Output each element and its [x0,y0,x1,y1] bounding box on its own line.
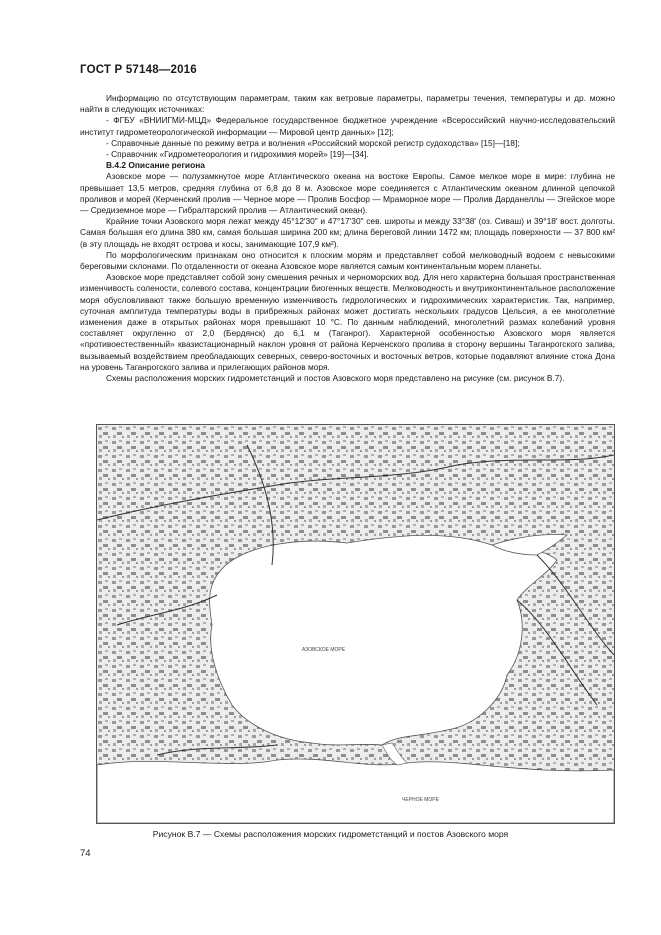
paragraph: Крайние точки Азовского моря лежат между 45°12'30" и 47°17'30" сев. широты и между 33°38′ (оз. Сиваш) и 39°18′ вост. долготы. Самая большая его длина 380 км, самая большая ширина 200 км; длина береговой линии 1472 км; площадь поверхности — 37 800 км² (в эту площадь не входят острова и косы, занимающие 107,9 км²). [80,216,615,249]
paragraph: Информацию по отсутствующим параметрам, таким как ветровые параметры, параметры течения, температуры и др. можно найти в следующих источниках: [80,93,615,115]
paragraph: Схемы расположения морских гидрометстанций и постов Азовского моря представлено на рисунке (см. рисунок В.7). [106,373,565,384]
list-item: - Справочные данные по режиму ветра и волнения «Российский морской регистр судоходства» [15]—[18]; [106,137,520,148]
list-item: - ФГБУ «ВНИИГМИ-МЦД» Федеральное государственное бюджетное учреждение «Всероссийский научно-исследовательский институт гидрометеорологической информации — Мировой центр данных» [12]; [80,115,615,137]
document-header: ГОСТ Р 57148—2016 [80,64,197,76]
figure-caption: Рисунок В.7 — Схемы расположения морских гидрометстанций и постов Азовского моря [152,829,509,839]
azov-sea-map [96,424,615,824]
paragraph: Азовское море — полузамкнутое море Атлантического океана на востоке Европы. Самое мелкое море в мире: глубина не превышает 13,5 метров, средняя глубина от 6,8 до 8 м. Азовское море соединяется с Атлантическим океаном длинной цепочкой проливов и морей (Керченский пролив — Черное море — Пролив Босфор — Мраморное море — Пролив Дарданеллы — Эгейское море — Средиземное море — Гибралтарский пролив — Атлантический океан). [80,171,615,216]
black-sea-label: ЧЕРНОЕ МОРЕ [402,797,439,803]
page-number: 74 [80,848,91,859]
paragraph: По морфологическим признакам оно относится к плоским морям и представляет собой мелководный водоем с невысокими береговыми склонами. По отдаленности от океана Азовское море является самым континентальным морем планеты. [80,249,615,272]
body-text [80,93,615,384]
paragraph: Азовское море представляет собой зону смешения речных и черноморских вод. Для него характерна большая пространственная изменчивость солености, солевого состава, концентрации биогенных веществ. Мелководность и внутриконтинентальное расположение моря обусловливают также большую временную изменчивость гидрологических и гидрохимических характеристик. Так, например, суточная амплитуда температуры воды в прибрежных районах может достигать нескольких градусов Цельсия, а ее многолетние изменения даже в открытых районах моря превышают 10 °С. По данным наблюдений, многолетний размах колебаний уровня составляет округленно от 2,0 (Бердянск) до 6,1 м (Таганрог). Характерной особенностью Азовского моря является «противоестественный» квазистационарный наклон уровня от района Керченского пролива в сторону вершины Таганрогского залива, вызываемый воздействием преобладающих северных, северо-восточных и восточных ветров, которые подавляют влияние стока Дона на уровень Таганрогского залива и прилегающих районов моря. [80,272,615,372]
list-item: - Справочник «Гидрометеорология и гидрохимия морей» [19]—[34]. [106,149,369,160]
azov-sea-label: АЗОВСКОЕ МОРЕ [302,647,346,653]
section-subheading: В.4.2 Описание региона [106,160,205,171]
